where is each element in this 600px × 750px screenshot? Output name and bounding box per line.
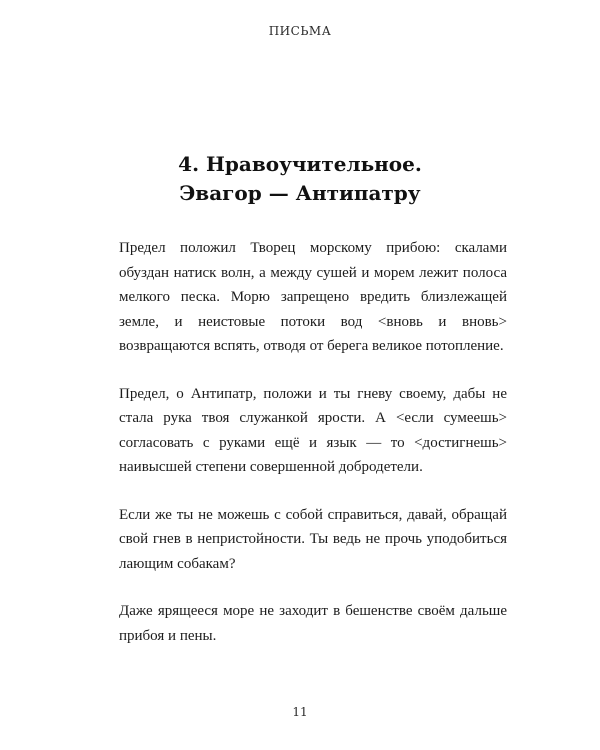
running-head: ПИСЬМА: [268, 24, 332, 38]
letter-body: [119, 236, 507, 671]
paragraph-1: Предел положил Творец морскому прибою: скалами обуздан натиск волн, а между сушей и морем лежит полоса мелкого песка. Морю запрещено вредить близлежащей земле, и неистовые потоки вод <вновь и вновь> возвращаются вспять, отводя от берега великое потопление.: [119, 240, 507, 354]
letter-title-correspondents: Эвагор — Антипатру: [179, 181, 421, 205]
letter-title: [0, 150, 600, 208]
paragraph-3: Если же ты не можешь с собой справиться, давай, обращай свой гнев в непристойности. Ты ведь не прочь уподобиться лающим собакам?: [119, 506, 507, 572]
paragraph-2: Предел, о Антипатр, положи и ты гневу своему, дабы не стала рука твоя служанкой ярости. А <если сумеешь> согласовать с руками ещё и язык — то <достигнешь> наивысшей степени совершенной добродетели.: [119, 385, 507, 475]
letter-title-number: 4. Нравоучительное.: [178, 152, 422, 176]
page-number: 11: [292, 705, 308, 719]
paragraph-4: Даже ярящееся море не заходит в бешенстве своём дальше прибоя и пены.: [119, 603, 507, 644]
